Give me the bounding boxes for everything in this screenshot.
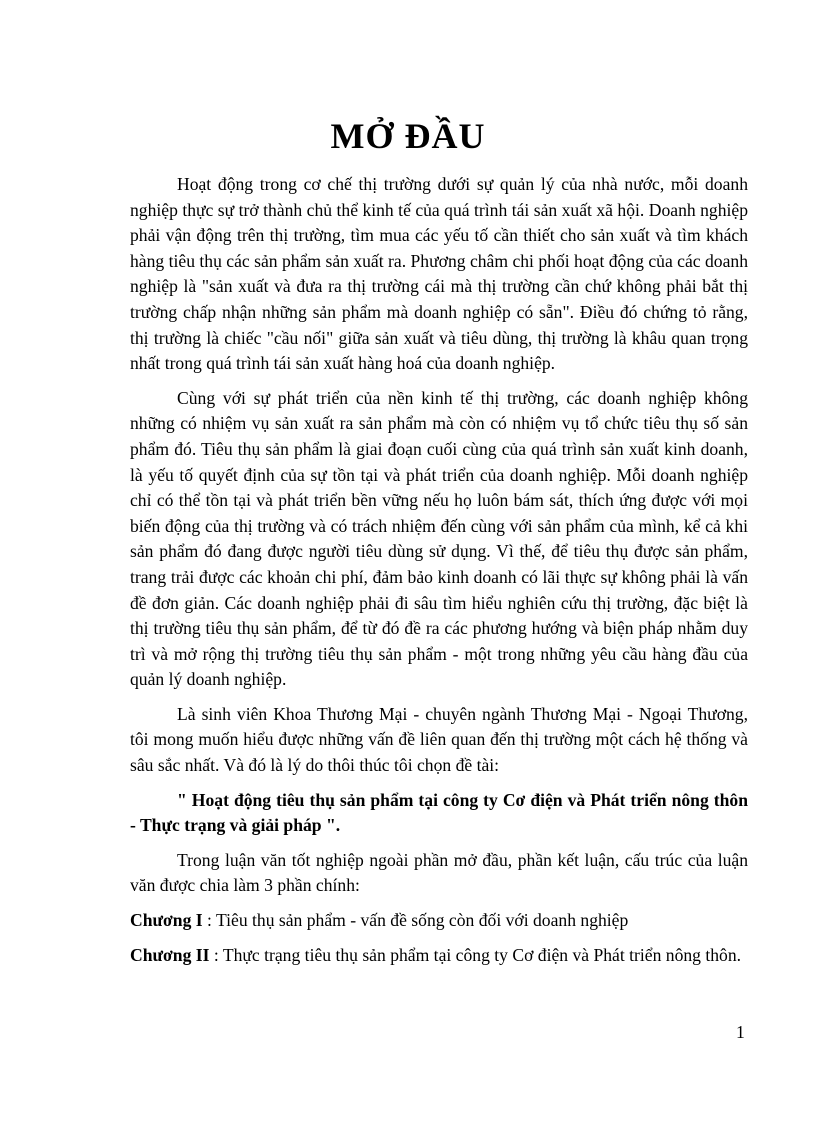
thesis-title: " Hoạt động tiêu thụ sản phẩm tại công ty Cơ điện và Phát triển nông thôn - Thực trạng và giải pháp ". [130, 789, 748, 836]
structure-intro: Trong luận văn tốt nghiệp ngoài phần mở đầu, phần kết luận, cấu trúc của luận văn được chia làm 3 phần chính: [130, 849, 748, 896]
paragraph-1: Hoạt động trong cơ chế thị trường dưới sự quản lý của nhà nước, mỗi doanh nghiệp thực sự trở thành chủ thể kinh tế của quá trình tái sản xuất xã hội. Doanh nghiệp phải vận động trên thị trường, tìm mua các yếu tố cần thiết cho sản xuất và tìm khách hàng tiêu thụ các sản phẩm sản xuất ra. Phương châm chi phối hoạt động của các doanh nghiệp là "sản xuất và đưa ra thị trường cái mà thị trường cần chứ không phải bắt thị trường chấp nhận những sản phẩm mà doanh nghiệp có sẵn". Điều đó chứng tỏ rằng, thị trường là chiếc "cầu nối" giữa sản xuất và tiêu dùng, thị trường là khâu quan trọng nhất trong quá trình tái sản xuất hàng hoá của doanh nghiệp. [130, 174, 748, 374]
page-number: 1 [736, 1022, 745, 1042]
chapter-1-text: : Tiêu thụ sản phẩm - vấn đề sống còn đối với doanh nghiệp [207, 910, 629, 931]
body-text [130, 172, 748, 977]
paragraph-2: Cùng với sự phát triển của nền kinh tế thị trường, các doanh nghiệp không những có nhiệm vụ sản xuất ra sản phẩm mà còn có nhiệm vụ tổ chức tiêu thụ số sản phẩm đó. Tiêu thụ sản phẩm là giai đoạn cuối cùng của quá trình sản xuất kinh doanh, là yếu tố quyết định của sự tồn tại và phát triển của doanh nghiệp. Mỗi doanh nghiệp chỉ có thể tồn tại và phát triển bền vững nếu họ luôn bám sát, thích ứng được với mọi biến động của thị trường và có trách nhiệm đến cùng với sản phẩm của mình, kể cả khi sản phẩm đó đang được người tiêu dùng sử dụng. Vì thế, để tiêu thụ được sản phẩm, trang trải được các khoản chi phí, đảm bảo kinh doanh có lãi thực sự không phải là vấn đề đơn giản. Các doanh nghiệp phải đi sâu tìm hiểu nghiên cứu thị trường, đặc biệt là thị trường tiêu thụ sản phẩm, để từ đó đề ra các phương hướng và biện pháp nhằm duy trì và mở rộng thị trường tiêu thụ sản phẩm - một trong những yêu cầu hàng đầu của quản lý doanh nghiệp. [130, 387, 748, 690]
paragraph-3: Là sinh viên Khoa Thương Mại - chuyên ngành Thương Mại - Ngoại Thương, tôi mong muốn hiểu được những vấn đề liên quan đến thị trường một cách hệ thống và sâu sắc nhất. Và đó là lý do thôi thúc tôi chọn đề tài: [130, 703, 748, 776]
chapter-2-label: Chương II [130, 944, 210, 965]
chapter-2 [130, 943, 748, 969]
chapter-1 [130, 908, 748, 934]
page-title: MỞ ĐẦU [330, 116, 486, 156]
chapter-1-label: Chương I [130, 910, 203, 931]
chapter-2-text: : Thực trạng tiêu thụ sản phẩm tại công ty Cơ điện và Phát triển nông thôn. [213, 944, 742, 965]
